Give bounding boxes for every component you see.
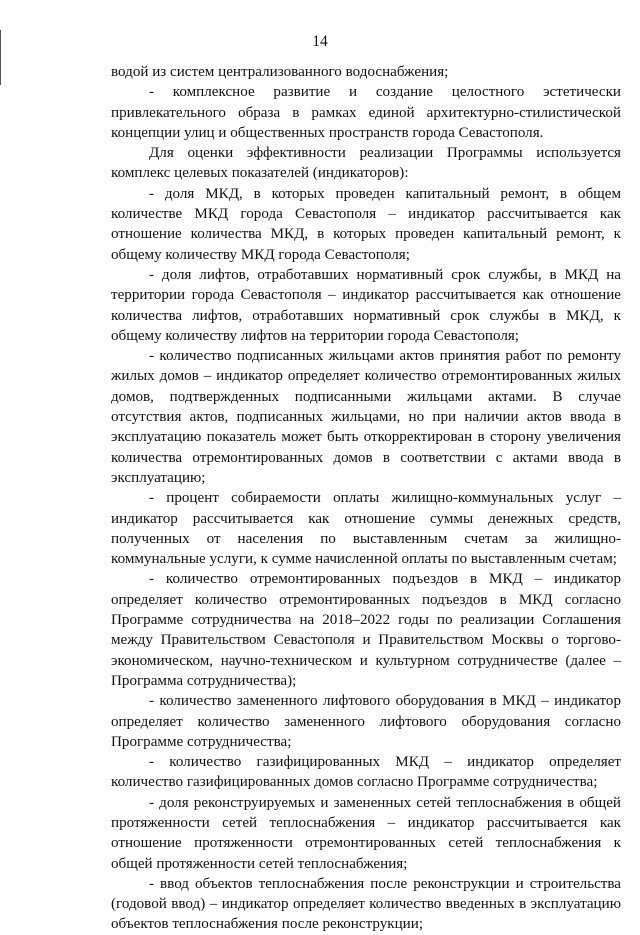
paragraph-indicator-elevator-equipment: - количество замененного лифтового оборудования в МКД – индикатор определяет количество замененного лифтового оборудования согласно Программе сотрудничества; bbox=[111, 693, 621, 750]
paragraph-indicator-entrances: - количество отремонтированных подъездов в МКД – индикатор определяет количество отремонтированных подъездов в МКД согласно Программе сотрудничества на 2018–2022 годы по реализации Соглашения между Правительством Севастополя и Правительством Москвы о торгово-экономическом, научно-техническом и культурном сотрудничестве (далее – Программа сотрудничества); bbox=[111, 571, 621, 689]
page-number: 14 bbox=[312, 33, 328, 50]
paragraph-indicator-mkd-repair: - доля МКД, в которых проведен капитальный ремонт, в общем количестве МКД города Севастополя – индикатор рассчитывается как отношение количества МКД, в которых проведен капитальный ремонт, к общему количеству МКД города Севастополя; bbox=[111, 185, 621, 263]
paragraph-indicator-payment-collection: - процент собираемости оплаты жилищно-коммунальных услуг – индикатор рассчитывается как отношение суммы денежных средств, полученных от населения по выставленным счетам за жилищно-коммунальные услуги, к сумме начисленной оплаты по выставленным счетам; bbox=[111, 490, 621, 568]
paragraph-indicator-acceptance-acts: - количество подписанных жильцами актов принятия работ по ремонту жилых домов – индикатор определяет количество отремонтированных жилых домов, подтвержденных подписанными жильцами актами. В случае отсутствия актов, подписанных жильцами, но при наличии актов ввода в эксплуатацию показатель может быть откорректирован в сторону увеличения количества отремонтированных домов в соответствии с актами ввода в эксплуатацию; bbox=[111, 348, 621, 486]
paragraph-indicator-heat-networks: - доля реконструируемых и замененных сетей теплоснабжения в общей протяженности сетей теплоснабжения – индикатор рассчитывается как отношение протяженности отремонтированных сетей теплоснабжения к общей протяженности сетей теплоснабжения; bbox=[111, 794, 621, 872]
paragraph-indicators-intro: Для оценки эффективности реализации Программы используется комплекс целевых показателей (индикаторов): bbox=[111, 145, 621, 182]
document-body bbox=[111, 62, 621, 935]
paragraph-indicator-elevators: - доля лифтов, отработавших нормативный срок службы, в МКД на территории города Севастополя – индикатор рассчитывается как отношение количества лифтов, отработавших нормативный срок службы в МКД, к общему количеству лифтов на территории города Севастополя; bbox=[111, 266, 621, 344]
paragraph-indicator-heat-objects: - ввод объектов теплоснабжения после реконструкции и строительства (годовой ввод) – индикатор определяет количество введенных в эксплуатацию объектов теплоснабжения после реконструкции; bbox=[111, 875, 621, 933]
paragraph-continuation: водой из систем централизованного водоснабжения; bbox=[111, 64, 449, 80]
paragraph-bullet-development: - комплексное развитие и создание целостного эстетически привлекательного образа в рамках единой архитектурно-стилистической концепции улиц и общественных пространств города Севастополя. bbox=[111, 84, 621, 141]
paragraph-indicator-gasified-mkd: - количество газифицированных МКД – индикатор определяет количество газифицированных домов согласно Программе сотрудничества; bbox=[111, 754, 621, 791]
